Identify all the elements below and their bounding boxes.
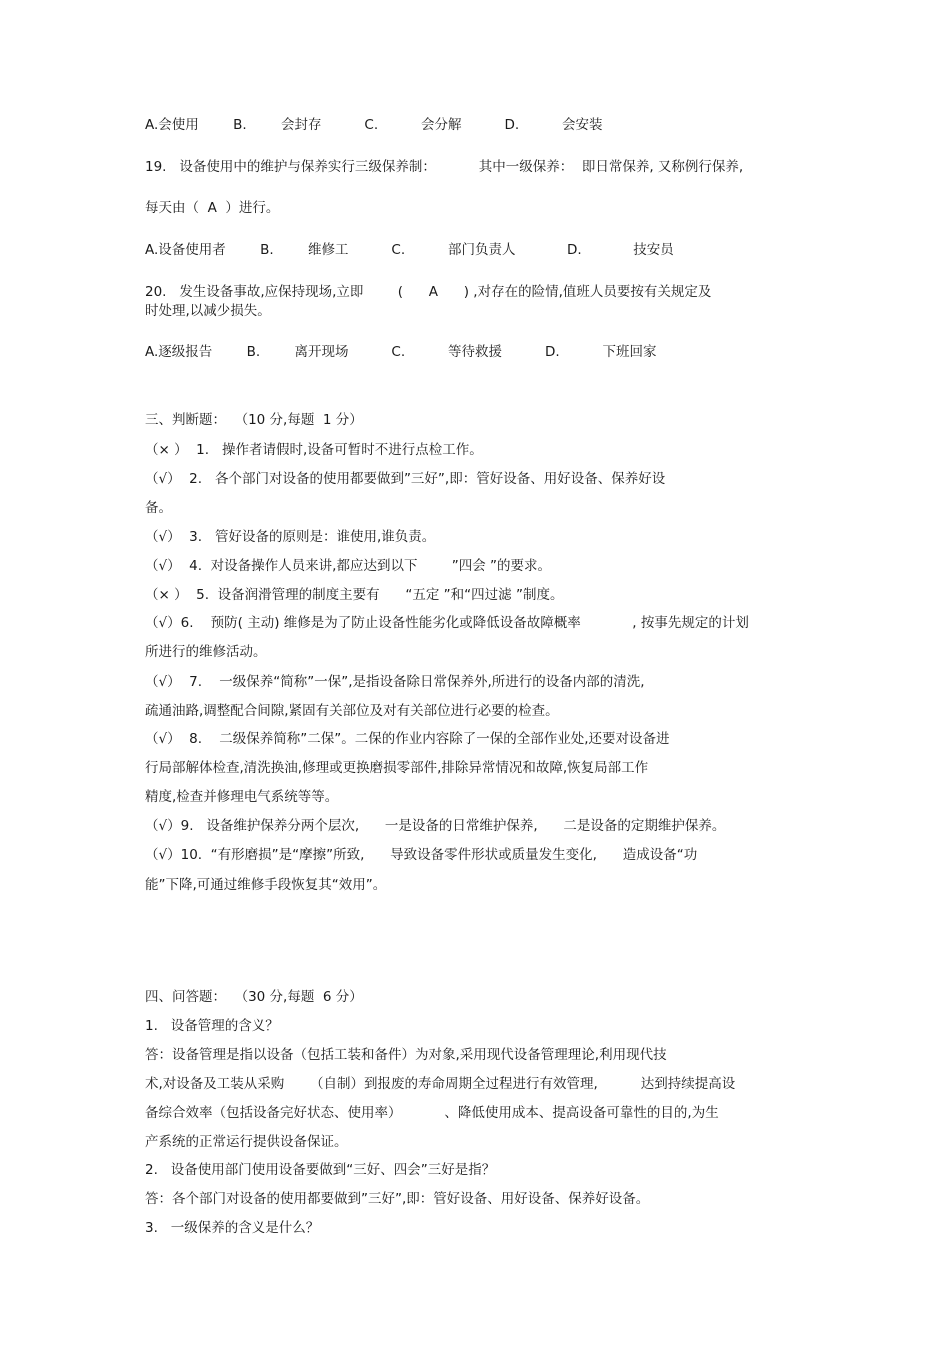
judgment-item: （√）6. 预防( 主动) 维修是为了防止设备性能劣化或降低设备故障概率 , 按事先规定的计划	[145, 615, 749, 631]
judgment-item: 行局部解体检查,清洗换油,修理或更换磨损零部件,排除异常情况和故障,恢复局部工作	[145, 760, 649, 776]
judgment-item: 疏通油路,调整配合间隙,紧固有关部位及对有关部位进行必要的检查。	[145, 703, 559, 719]
qa-line: 术,对设备及工装从采购 （自制）到报废的寿命周期全过程进行有效管理, 达到持续提高设	[145, 1076, 736, 1092]
q20-options: A.逐级报告 B. 离开现场 C. 等待救援 D. 下班回家	[145, 344, 657, 360]
judgment-item: （√） 7. 一级保养“简称”一保”,是指设备除日常保养外,所进行的设备内部的清洗,	[145, 674, 645, 690]
judgment-item: （√） 2. 各个部门对设备的使用都要做到”三好”,即：管好设备、用好设备、保养好设	[145, 471, 666, 487]
q20-text-line2: 时处理,以减少损失。	[145, 303, 271, 319]
judgment-item: （√） 3. 管好设备的原则是：谁使用,谁负责。	[145, 529, 436, 545]
qa-line: 1. 设备管理的含义？	[145, 1018, 279, 1034]
judgment-item: 备。	[145, 500, 172, 516]
qa-line: 备综合效率（包括设备完好状态、使用率） 、降低使用成本、提高设备可靠性的目的,为生	[145, 1105, 719, 1121]
qa-line: 答：各个部门对设备的使用都要做到”三好”,即：管好设备、用好设备、保养好设备。	[145, 1191, 650, 1207]
q19-text-line2: 每天由（ A ）进行。	[145, 200, 280, 216]
qa-line: 答：设备管理是指以设备（包括工装和备件）为对象,采用现代设备管理理论,利用现代技	[145, 1047, 667, 1063]
qa-line: 2. 设备使用部门使用设备要做到“三好、四会”三好是指？	[145, 1162, 496, 1178]
section3-heading: 三、判断题： （10 分,每题 1 分）	[145, 412, 363, 428]
section4-heading: 四、问答题： （30 分,每题 6 分）	[145, 989, 363, 1005]
judgment-item: （× ） 5. 设备润滑管理的制度主要有 “五定 ”和“四过滤 ”制度。	[145, 587, 564, 603]
judgment-item: （√） 8. 二级保养简称”二保”。二保的作业内容除了一保的全部作业处,还要对设备进	[145, 731, 670, 747]
q20-text-line1: 20. 发生设备事故,应保持现场,立即 ( A ) ,对存在的险情,值班人员要按有关规定及	[145, 284, 712, 300]
qa-line: 3. 一级保养的含义是什么？	[145, 1220, 320, 1236]
judgment-item: 所进行的维修活动。	[145, 644, 267, 660]
q19-options: A.设备使用者 B. 维修工 C. 部门负责人 D. 技安员	[145, 242, 674, 258]
qa-line: 产系统的正常运行提供设备保证。	[145, 1134, 348, 1150]
judgment-item: （√） 4. 对设备操作人员来讲,都应达到以下 ”四会 ”的要求。	[145, 558, 552, 574]
judgment-item: （× ） 1. 操作者请假时,设备可暂时不进行点检工作。	[145, 442, 483, 458]
judgment-item: 能”下降,可通过维修手段恢复其“效用”。	[145, 877, 387, 893]
q19-text-line1: 19. 设备使用中的维护与保养实行三级保养制： 其中一级保养： 即日常保养, 又称例行保养,	[145, 159, 744, 175]
judgment-item: 精度,检查并修理电气系统等等。	[145, 789, 339, 805]
judgment-item: （√）10. “有形磨损”是“摩擦”所致, 导致设备零件形状或质量发生变化, 造成设备“功	[145, 847, 698, 863]
judgment-item: （√）9. 设备维护保养分两个层次, 一是设备的日常维护保养, 二是设备的定期维护保养。	[145, 818, 726, 834]
q18-options: A.会使用 B. 会封存 C. 会分解 D. 会安装	[145, 117, 603, 133]
